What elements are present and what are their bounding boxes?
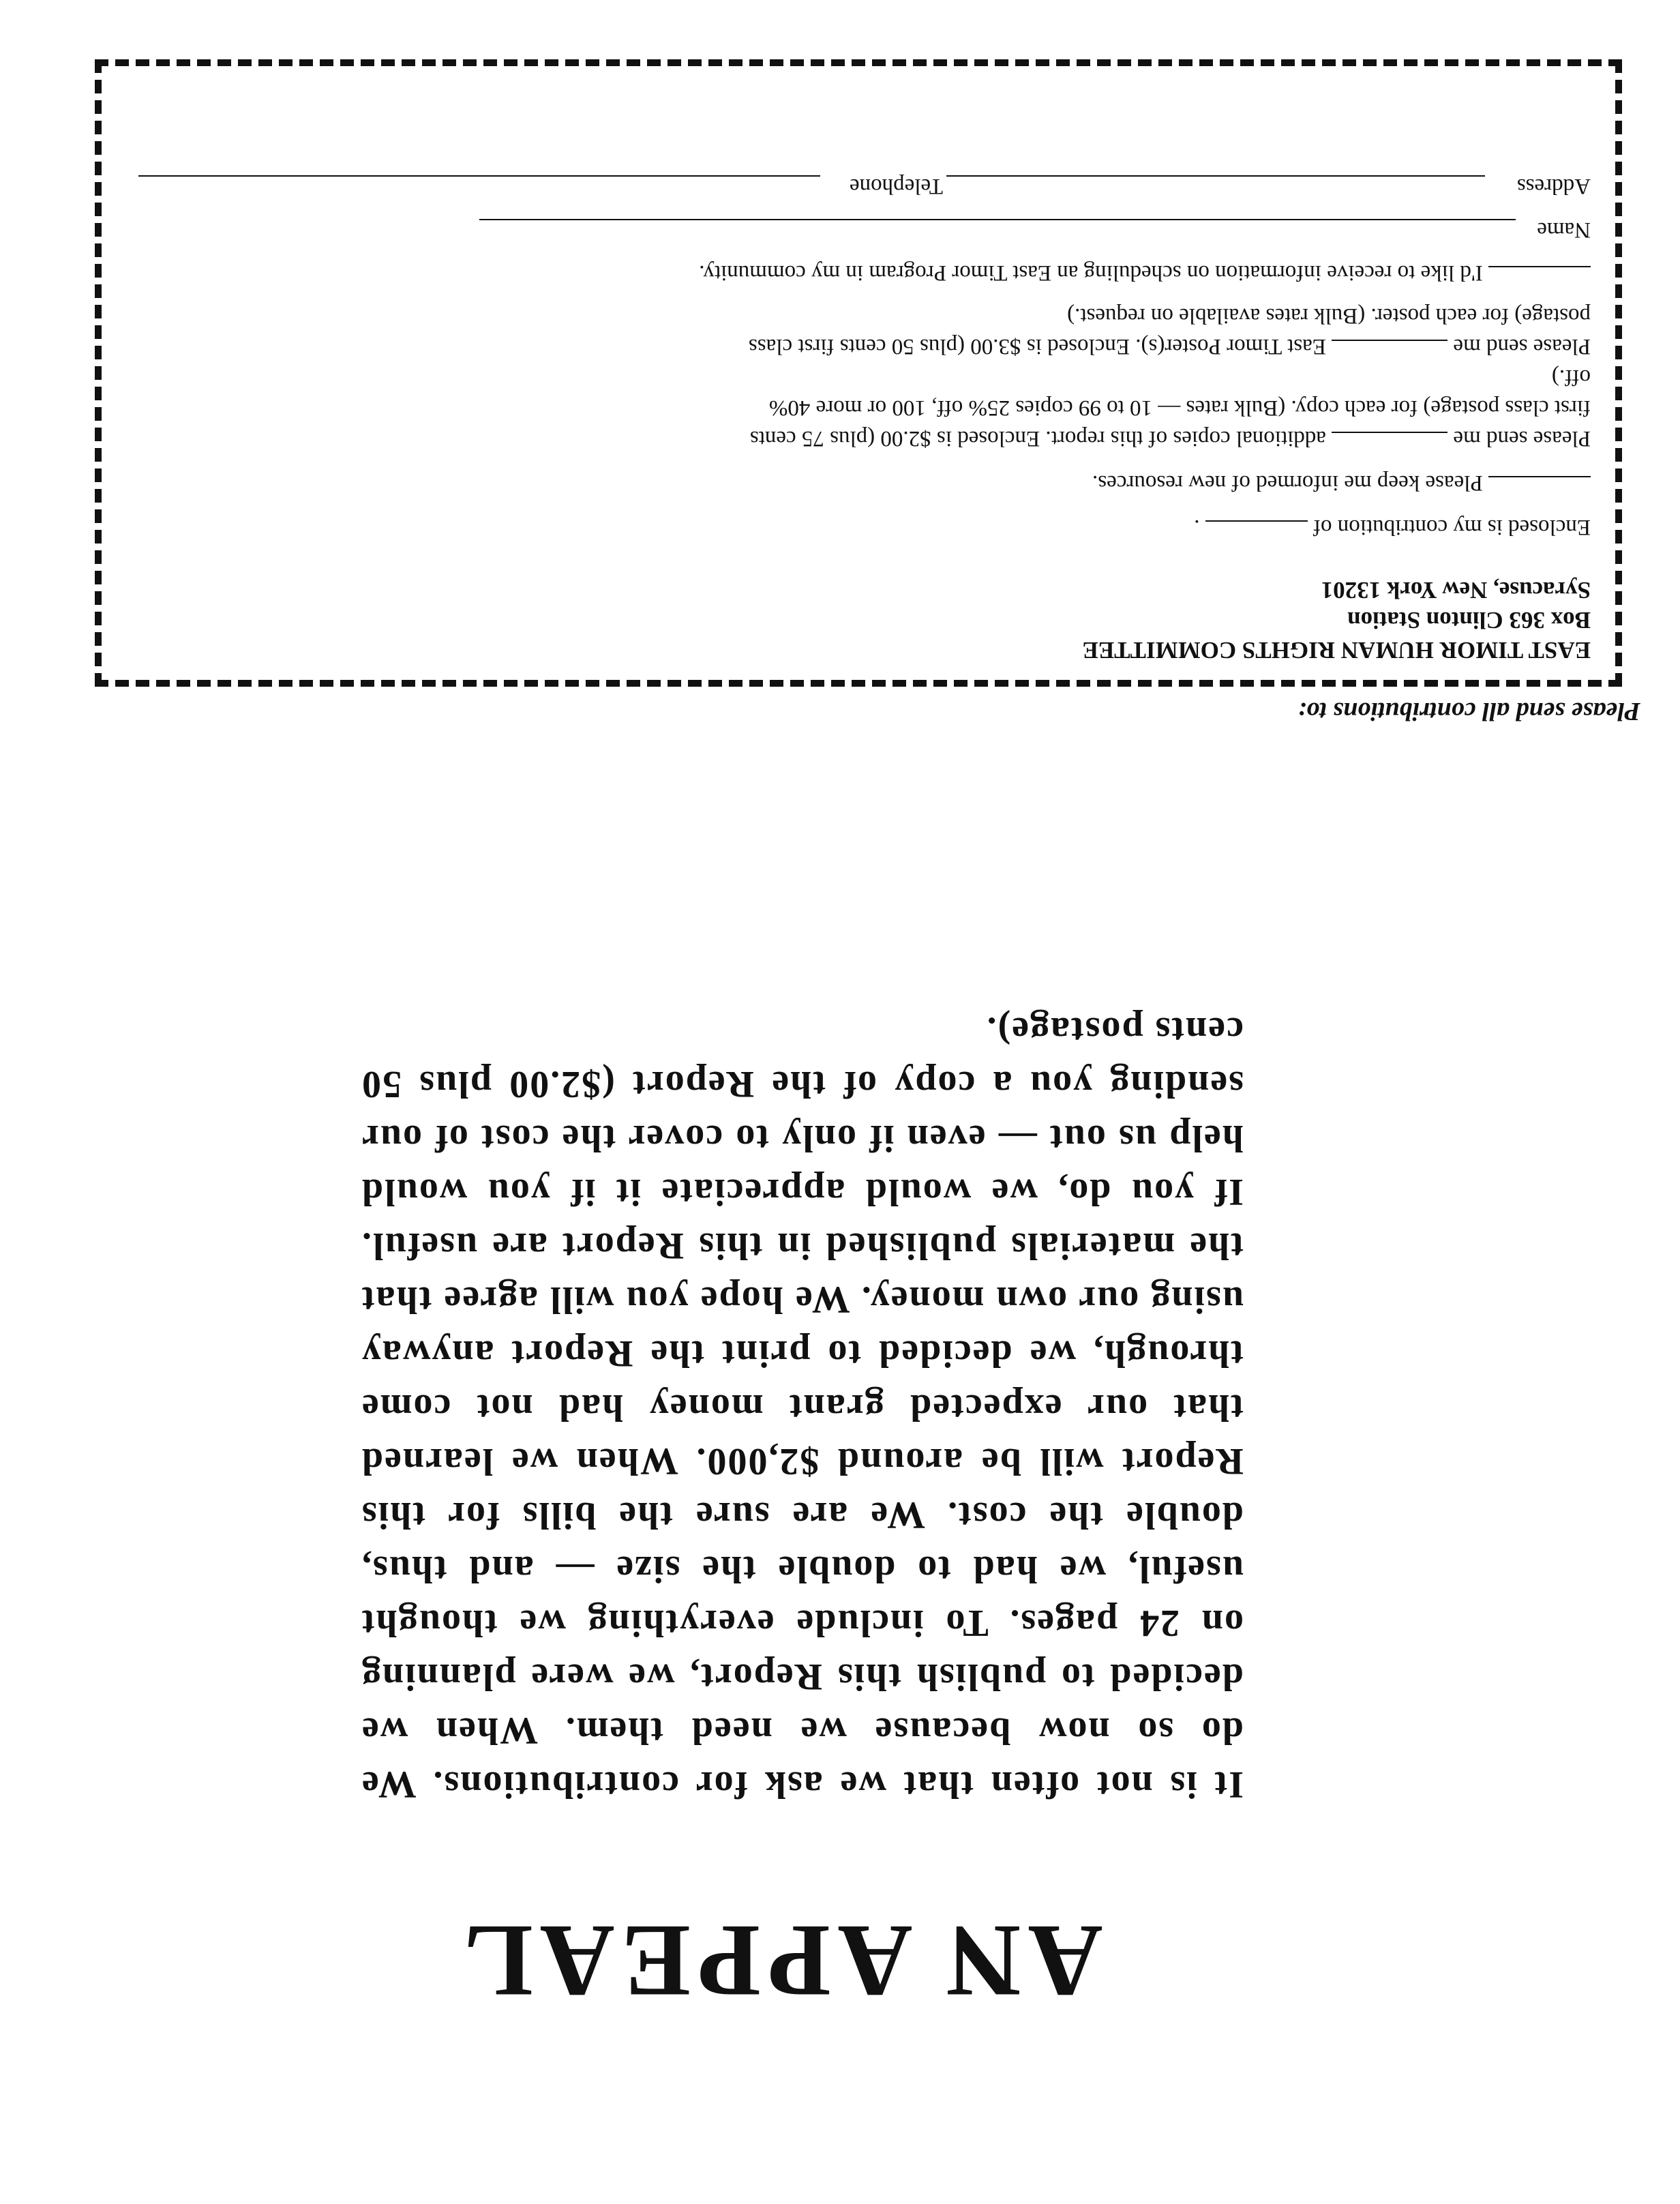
page-title: AN APPEAL xyxy=(457,1904,1103,2019)
report-copies-line3: off.) xyxy=(1551,365,1591,389)
contribution-line xyxy=(126,511,1591,542)
posters-line2: postage) for each poster. (Bulk rates available on request.) xyxy=(1067,303,1591,328)
org-address-line2: Syracuse, New York 13201 xyxy=(1321,577,1591,604)
contribution-end: . xyxy=(1194,515,1200,539)
contribution-amount-blank[interactable] xyxy=(1205,520,1308,541)
keep-informed-line xyxy=(126,467,1591,498)
posters-blank[interactable] xyxy=(1332,340,1448,360)
address-telephone-row xyxy=(126,170,1591,201)
keep-informed-blank[interactable] xyxy=(1488,476,1591,496)
contribution-label: Enclosed is my contribution of xyxy=(1313,515,1591,539)
org-address-line1: Box 363 Clinton Station xyxy=(1347,607,1591,634)
posters-line1 xyxy=(126,331,1591,361)
coupon-intro: Please send all contributions to: xyxy=(1298,697,1640,726)
contribution-coupon xyxy=(95,59,1622,687)
posters-prefix: Please send me xyxy=(1453,334,1591,359)
name-label: Name xyxy=(1537,218,1591,242)
org-name: EAST TIMOR HUMAN RIGHTS COMMITTEE xyxy=(1082,637,1591,664)
report-copies-line2: first class postage) for each copy. (Bulk rates — 10 to 99 copies 25% off, 100 or more 40% xyxy=(768,396,1591,420)
program-blank[interactable] xyxy=(1488,266,1591,286)
telephone-label: Telephone xyxy=(850,174,943,198)
report-copies-text1: additional copies of this report. Enclosed is $2.00 (plus 75 cents xyxy=(749,426,1326,451)
appeal-paragraph: It is not often that we ask for contributions. We do so now because we need them. When we decided to publish this Report, we were planning on 24 pages. To include everything we thought useful, we had to double the size — and thus, double the cost. We are sure the bills for this Report will be around $2,000. When we learned that our expected grant money had not come through, we decided to print the Report anyway using our own money. We hope you will agree that the materials published in this Report are useful. If you do, we would appreciate it if you would help us out — even if only to cover the cost of our sending you a copy of the Report ($2.00 plus 50 cents postage). xyxy=(361,1009,1244,1806)
name-field[interactable] xyxy=(479,219,1516,239)
keep-informed-label: Please keep me informed of new resources. xyxy=(1092,471,1483,495)
program-line xyxy=(126,257,1591,288)
address-label: Address xyxy=(1516,174,1591,198)
posters-text1: East Timor Poster(s). Enclosed is $3.00 (plus 50 cents first class xyxy=(748,334,1326,359)
name-row xyxy=(126,213,1591,245)
telephone-field[interactable] xyxy=(138,175,820,196)
report-copies-line1 xyxy=(126,423,1591,453)
report-copies-prefix: Please send me xyxy=(1453,426,1591,451)
address-field[interactable] xyxy=(946,175,1485,196)
report-copies-blank[interactable] xyxy=(1332,432,1448,452)
program-label: I'd like to receive information on scheduling an East Timor Program in my community. xyxy=(699,260,1483,285)
